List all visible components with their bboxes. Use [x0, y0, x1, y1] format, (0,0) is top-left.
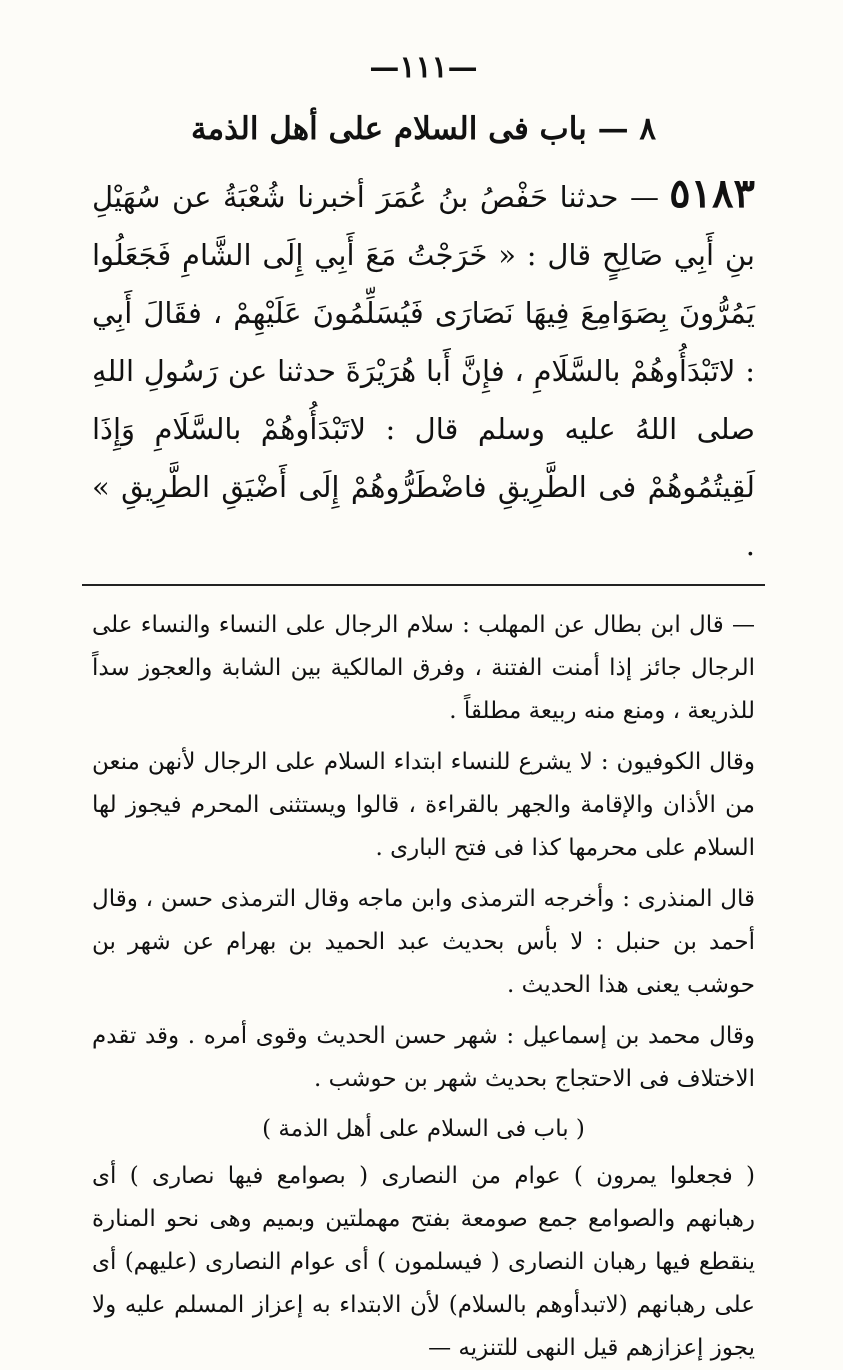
commentary-paragraph: — قال ابن بطال عن المهلب : سلام الرجال على النساء والنساء على الرجال جائز إذا أمنت الفتنة ، وفرق المالكية بين الشابة والعجوز سداً للذريعة ، ومنع منه ربيعة مطلقاً . — [92, 612, 755, 724]
chapter-title: ٨ — باب فى السلام على أهل الذمة — [190, 111, 657, 147]
section-heading: ( باب فى السلام على أهل الذمة ) — [262, 1116, 585, 1142]
commentary-paragraph: قال المنذرى : وأخرجه الترمذى وابن ماجه وقال الترمذى حسن ، وقال أحمد بن حنبل : لا بأس بحديث عبد الحميد بن بهرام عن شهر بن حوشب يعنى هذا الحديث . — [92, 886, 755, 998]
commentary-paragraph: وقال محمد بن إسماعيل : شهر حسن الحديث وقوى أمره . وقد تقدم الاختلاف فى الاحتجاج بحديث شهر بن حوشب . — [92, 1023, 755, 1092]
separator-rule — [82, 584, 765, 586]
page-number: —١١١— — [369, 50, 478, 85]
explanation-paragraph: ( فجعلوا يمرون ) عوام من النصارى ( بصوامع فيها نصارى ) أى رهبانهم والصوامع جمع صومعة بفتح مهملتين وبميم وهى نحو المنارة ينقطع فيها رهبان النصارى ( فيسلمون ) أى عوام النصارى (عليهم) أى على رهبانهم (لاتبدأوهم بالسلام) لأن الابتداء به إعزاز المسلم عليه ولا يجوز إعزازهم قيل النهى للتنزيه — — [92, 1163, 755, 1361]
hadith-number: ٥١٨٣ — [669, 170, 755, 217]
hadith-block — [92, 165, 755, 574]
commentary-paragraph: وقال الكوفيون : لا يشرع للنساء ابتداء السلام على الرجال لأنهن منعن من الأذان والإقامة والجهر بالقراءة ، قالوا ويستثنى المحرم فيجوز لها السلام على محرمها كذا فى فتح البارى . — [92, 749, 755, 861]
hadith-text: — حدثنا حَفْصُ بنُ عُمَرَ أخبرنا شُعْبَةُ عن سُهَيْلِ بنِ أَبِي صَالِحٍ قال : « خَرَجْتُ مَعَ أَبِي إِلَى الشَّامِ فَجَعَلُوا يَمُرُّونَ بِصَوَامِعَ فِيهَا نَصَارَى فَيُسَلِّمُونَ عَلَيْهِمْ ، فقَالَ أَبِي : لاتَبْدَأُوهُمْ بالسَّلَامِ ، فإِنَّ أَبا هُرَيْرَةَ حدثنا عن رَسُولِ اللهِ صلى اللهُ عليه وسلم قال : لاتَبْدَأُوهُمْ بالسَّلَامِ وَإِذَا لَقِيتُمُوهُمْ فى الطَّرِيقِ فاضْطَرُّوهُمْ إِلَى أَضْيَقِ الطَّرِيقِ » . — [92, 180, 755, 562]
